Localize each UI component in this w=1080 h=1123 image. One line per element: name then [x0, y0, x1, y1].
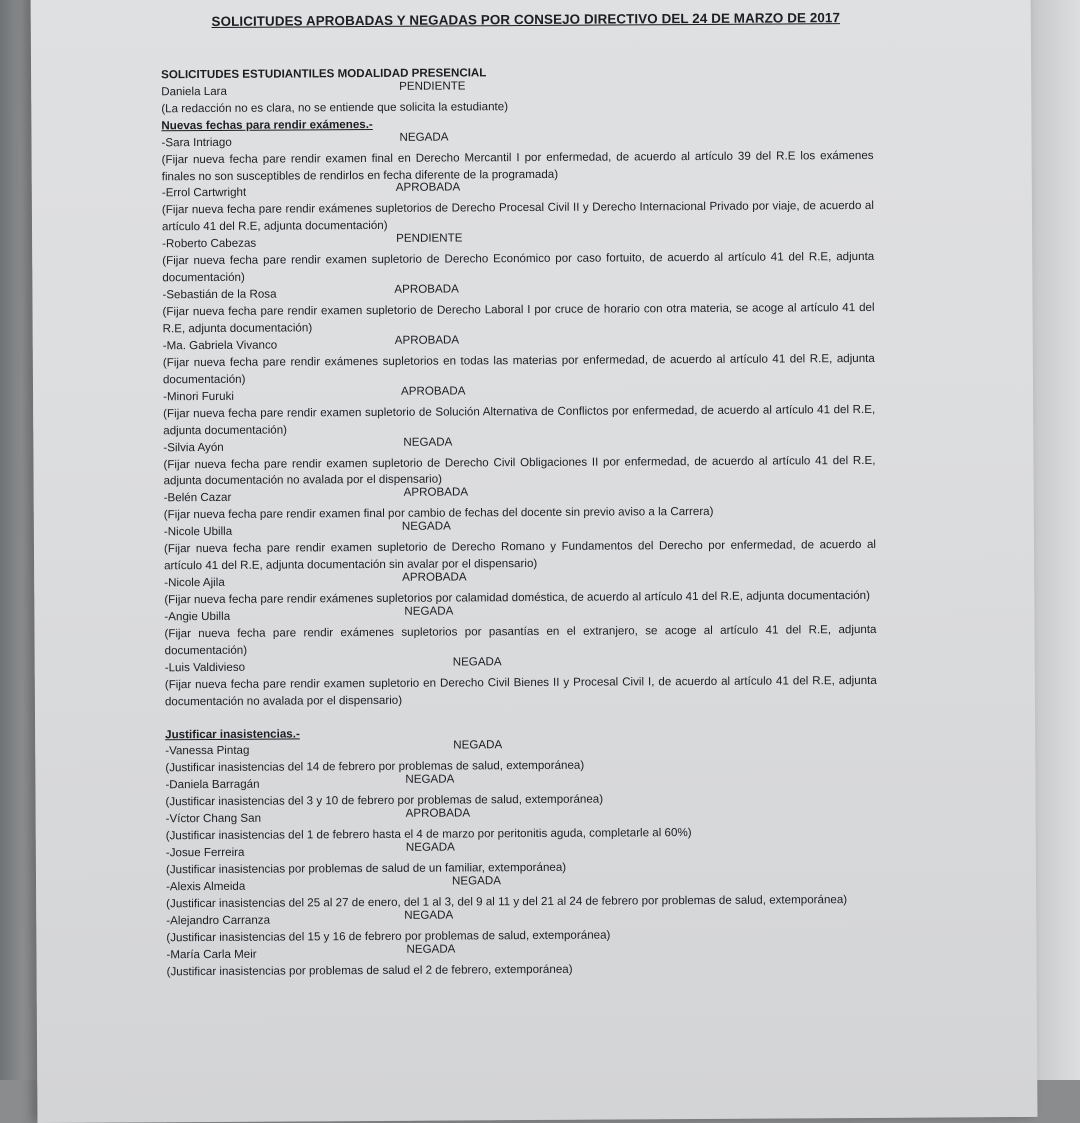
student-name: -Silvia Ayón — [163, 440, 224, 454]
request-detail: (Justificar inasistencias del 3 y 10 de febrero por problemas de salud, extemporánea) — [165, 792, 604, 809]
request-detail: (Fijar nueva fecha pare rendir examen supletorio de Derecho Romano y Fundamentos del Derecho por enfermedad, de acuerdo al artículo 41 del R.E, adjunta documentación sin avalar por el dispensario) — [163, 538, 877, 573]
request-detail: (Justificar inasistencias del 1 de febrero hasta el 4 de marzo por peritonitis aguda, completarle al 60%) — [165, 826, 692, 843]
student-name: -Belén Cazar — [163, 491, 232, 505]
status-badge: NEGADA — [404, 908, 454, 922]
status-badge: APROBADA — [395, 180, 461, 195]
request-detail: (Fijar nueva fecha pare rendir examen final en Derecho Mercantil I por enfermedad, de acuerdo al artículo 39 del R.E los exámenes finales no son susceptibles de rendirlos en fecha diferente de la programada) — [161, 148, 874, 183]
student-name: -María Carla Meir — [166, 947, 257, 962]
status-badge: NEGADA — [403, 434, 453, 449]
request-detail: (Fijar nueva fecha pare rendir examen supletorio de Derecho Económico por caso fortuito, de acuerdo al artículo 41 del R.E, adjunta documentación) — [162, 250, 875, 285]
request-detail: (Justificar inasistencias del 15 y 16 de febrero por problemas de salud, extemporánea) — [166, 928, 611, 945]
document-body — [161, 2, 879, 981]
status-badge: NEGADA — [404, 604, 454, 618]
request-detail: (Fijar nueva fecha pare rendir exámenes supletorios en todas las materias por enfermedad, de acuerdo al artículo 41 del R.E, adjunta documentación) — [162, 351, 875, 387]
request-detail: (Fijar nueva fecha pare rendir examen supletorio en Derecho Civil Bienes II y Procesal Civil I, de acuerdo al artículo 41 del R.E, adjunta documentación no avalada por el dispensario) — [164, 673, 877, 708]
student-name: -Vanessa Pintag — [165, 744, 250, 758]
status-badge: NEGADA — [452, 654, 502, 669]
status-badge: PENDIENTE — [396, 231, 463, 246]
student-name: -Alexis Almeida — [166, 879, 246, 894]
paper-sheet — [31, 0, 1038, 1123]
student-name: -Luis Valdivieso — [164, 660, 246, 675]
status-badge: NEGADA — [453, 738, 503, 752]
request-detail: (Justificar inasistencias del 14 de febrero por problemas de salud, extemporánea) — [165, 759, 585, 775]
status-badge: NEGADA — [451, 874, 502, 888]
request-detail: (Fijar nueva fecha pare rendir examen supletorio de Solución Alternativa de Conflictos por enfermedad, de acuerdo al artículo 41 del R.E, adjunta documentación) — [163, 402, 876, 437]
student-name: -Angie Ubilla — [164, 609, 231, 624]
student-name: -Errol Cartwright — [161, 186, 247, 200]
status-badge: NEGADA — [405, 840, 455, 854]
request-detail: (Fijar nueva fecha pare rendir exámenes supletorios por pasantías en el extranjero, se acoge al artículo 41 del R.E, adjunta documentación) — [164, 622, 877, 658]
student-name: -Minori Furuki — [163, 389, 234, 403]
status-badge: NEGADA — [399, 130, 449, 144]
request-detail: (Fijar nueva fecha pare rendir examen supletorio de Derecho Laboral I por cruce de horario con otra materia, se acoge al artículo 41 del R.E, adjunta documentación) — [162, 300, 875, 336]
section-title-exams: Nuevas fechas para rendir exámenes.- — [161, 117, 373, 132]
document-title: SOLICITUDES APROBADAS Y NEGADAS POR CONSEJO DIRECTIVO DEL 24 DE MARZO DE 2017 — [211, 10, 841, 29]
intro-status: PENDIENTE — [399, 79, 466, 93]
status-badge: APROBADA — [394, 333, 460, 347]
student-name: -Sara Intriago — [161, 135, 232, 149]
student-name: -Josue Ferreira — [165, 845, 245, 860]
request-detail: (Justificar inasistencias del 25 al 27 de enero, del 1 al 3, del 9 al 11 y del 21 al 24 de febrero por problemas de salud, extemporánea) — [166, 893, 848, 911]
request-detail: (Fijar nueva fecha pare rendir exámenes supletorios por calamidad doméstica, de acuerdo al artículo 41 del R.E, adjunta documentación) — [164, 588, 871, 607]
student-name: -Nicole Ubilla — [163, 525, 233, 539]
request-detail: (Fijar nueva fecha pare rendir examen final por cambio de fechas del docente sin previo aviso a la Carrera) — [163, 505, 714, 522]
request-detail: (Justificar inasistencias por problemas de salud el 2 de febrero, extemporánea) — [166, 962, 573, 979]
student-name: -Víctor Chang San — [165, 811, 262, 826]
status-badge: APROBADA — [394, 282, 459, 296]
section-title-absences: Justificar inasistencias.- — [165, 726, 300, 741]
status-badge: APROBADA — [402, 570, 467, 584]
status-badge: NEGADA — [406, 942, 456, 956]
student-name: -Daniela Barragán — [165, 778, 260, 792]
status-badge: APROBADA — [400, 384, 466, 398]
request-detail: (Fijar nueva fecha pare rendir exámenes supletorios de Derecho Procesal Civil II y Derecho Internacional Privado por viaje, de acuerdo al artículo 41 del R.E, adjunta documentación) — [161, 199, 874, 234]
student-name: -Ma. Gabriela Vivanco — [162, 338, 278, 353]
status-badge: NEGADA — [405, 772, 455, 787]
document-subtitle: SOLICITUDES ESTUDIANTILES MODALIDAD PRESENCIAL — [161, 66, 487, 82]
intro-name: Daniela Lara — [161, 84, 227, 99]
exam-requests-list — [161, 131, 877, 711]
request-detail: (Fijar nueva fecha pare rendir examen supletorio de Derecho Civil Obligaciones II por enfermedad, de acuerdo al artículo 41 del R.E, adjunta documentación no avalada por el dispensario) — [163, 453, 876, 488]
student-name: -Nicole Ajila — [164, 575, 225, 590]
request-detail: (Justificar inasistencias por problemas de salud de un familiar, extemporánea) — [165, 860, 567, 877]
student-name: -Sebastián de la Rosa — [162, 287, 277, 302]
status-badge: APROBADA — [403, 485, 469, 500]
student-name: -Roberto Cabezas — [162, 236, 257, 251]
absence-requests-list — [165, 739, 878, 981]
student-name: -Alejandro Carranza — [166, 913, 271, 928]
status-badge: NEGADA — [401, 519, 451, 534]
intro-detail: (La redacción no es clara, no se entiende que solicita la estudiante) — [161, 99, 509, 116]
status-badge: APROBADA — [405, 806, 471, 821]
